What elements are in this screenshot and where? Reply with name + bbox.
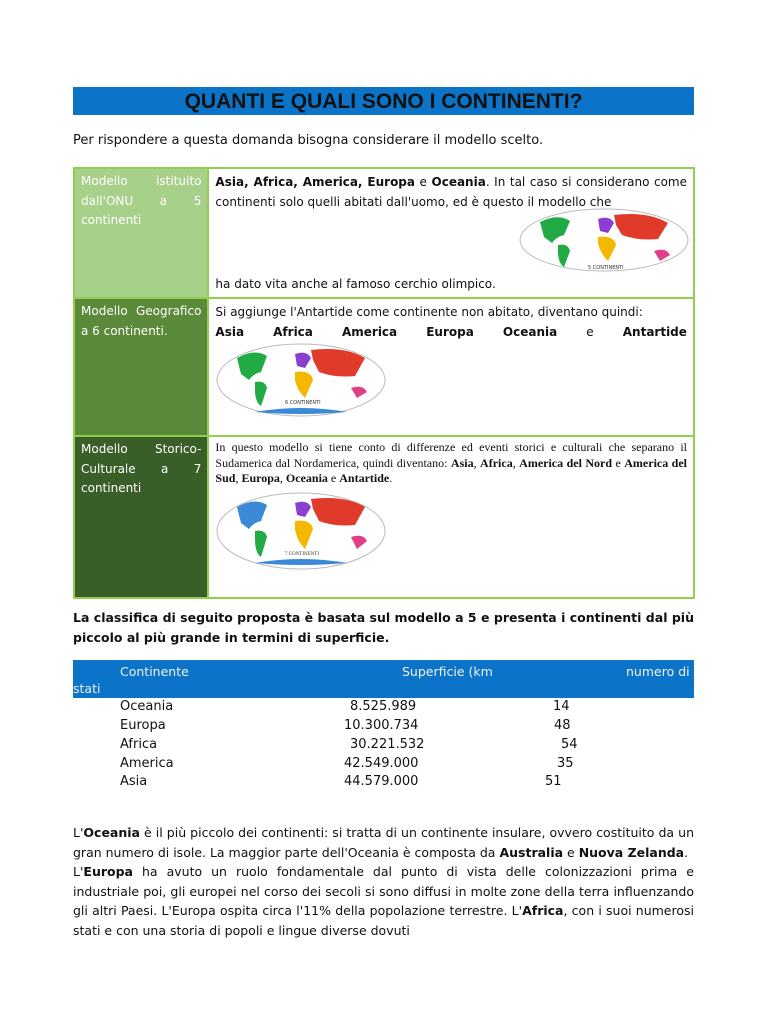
models-table [73,167,695,599]
intro-text: Per rispondere a questa domanda bisogna considerare il modello scelto. [73,133,544,148]
summary-text: La classifica di seguito proposta è basata sul modello a 5 e presenta i continenti dal più piccolo al più grande in termini di superficie. [73,610,694,645]
table-cell-states: 54 [561,737,578,752]
table-cell-surface: 30.221.532 [350,737,425,752]
table-cell-states: 35 [557,756,574,771]
header-continente: Continente [120,664,189,679]
model-description: In questo modello si tiene conto di differenze ed eventi storici e culturali che separano il Sudamerica dal Nordamerica, quindi diventano: Asia, Africa, America del Nord e America del Sud, Europa, Oceania e Antartide. 7 CONTINENTI [208,436,694,598]
table-cell-name: Africa [120,737,158,752]
svg-text:6 CONTINENTI: 6 CONTINENTI [285,400,322,406]
table-cell-surface: 42.549.000 [344,756,419,771]
table-cell-states: 51 [545,774,562,789]
header-superficie: Superficie (km [402,664,493,679]
table-cell-surface: 10.300.734 [344,718,419,733]
table-cell-states: 48 [554,718,571,733]
continents-list: Asia, Africa, America, Europa [215,175,415,189]
svg-text:5 CONTINENTI: 5 CONTINENTI [588,265,625,271]
table-cell-name: America [120,756,174,771]
table-cell-name: Europa [120,718,166,733]
body-paragraph: L'Oceania è il più piccolo dei continenti: si tratta di un continente insulare, ovvero costituito da un gran numero di isole. La maggior parte dell'Oceania è composta da Australia e Nuova Zelanda. L'Europa ha avuto un ruolo fondamentale dal punto di vista delle colonizzazioni prima e industriale poi, gli europei nel corso dei secoli si sono diffusi in molte zone della terra influenzando gli altri Paesi. L'Europa ospita circa l'11% della popolazione terrestre. L'Africa, con i suoi numerosi stati e con una storia di popoli e lingue diverse dovuti [73,825,694,938]
svg-text:7 CONTINENTI: 7 CONTINENTI [285,551,320,557]
table-cell-name: Asia [120,774,148,789]
model-description-end: ha dato vita anche al famoso cerchio olimpico. [215,277,496,291]
model-label: Modello Geografico a 6 continenti. [74,298,208,436]
table-cell-name: Oceania [120,699,174,714]
world-map-7-image [215,491,387,571]
model-description: Asia, Africa, America, Europa e Oceania. In tal caso si considerano come continenti solo quelli abitati dall'uomo, ed è questo il modello che 5 CONTINENTI ha dato vita anche al famoso cerchio olimpico. [208,168,694,298]
model-label: Modello istituito dall'ONU a 5 continenti [74,168,208,298]
model-row-onu [74,168,694,298]
table-cell-states: 14 [553,699,570,714]
table-cell-surface: 44.579.000 [344,774,419,789]
table-header [73,660,694,698]
world-map-6-image [215,342,387,418]
model-row-geografico [74,298,694,436]
model-row-storico [74,436,694,598]
header-stati: stati [73,681,101,696]
model-label: Modello Storico-Culturale a 7 continenti [74,436,208,598]
table-cell-surface: 8.525.989 [350,699,417,714]
header-numero: numero di [626,664,690,679]
model-description: Si aggiunge l'Antartide come continente non abitato, diventano quindi: Asia Africa America Europa Oceania e Antartide 6 CONTINENTI [208,298,694,436]
continents-list: Asia Africa America Europa Oceania e Antartide [215,325,687,339]
world-map-5-image [518,207,690,273]
page-title: QUANTI E QUALI SONO I CONTINENTI? [73,87,694,115]
